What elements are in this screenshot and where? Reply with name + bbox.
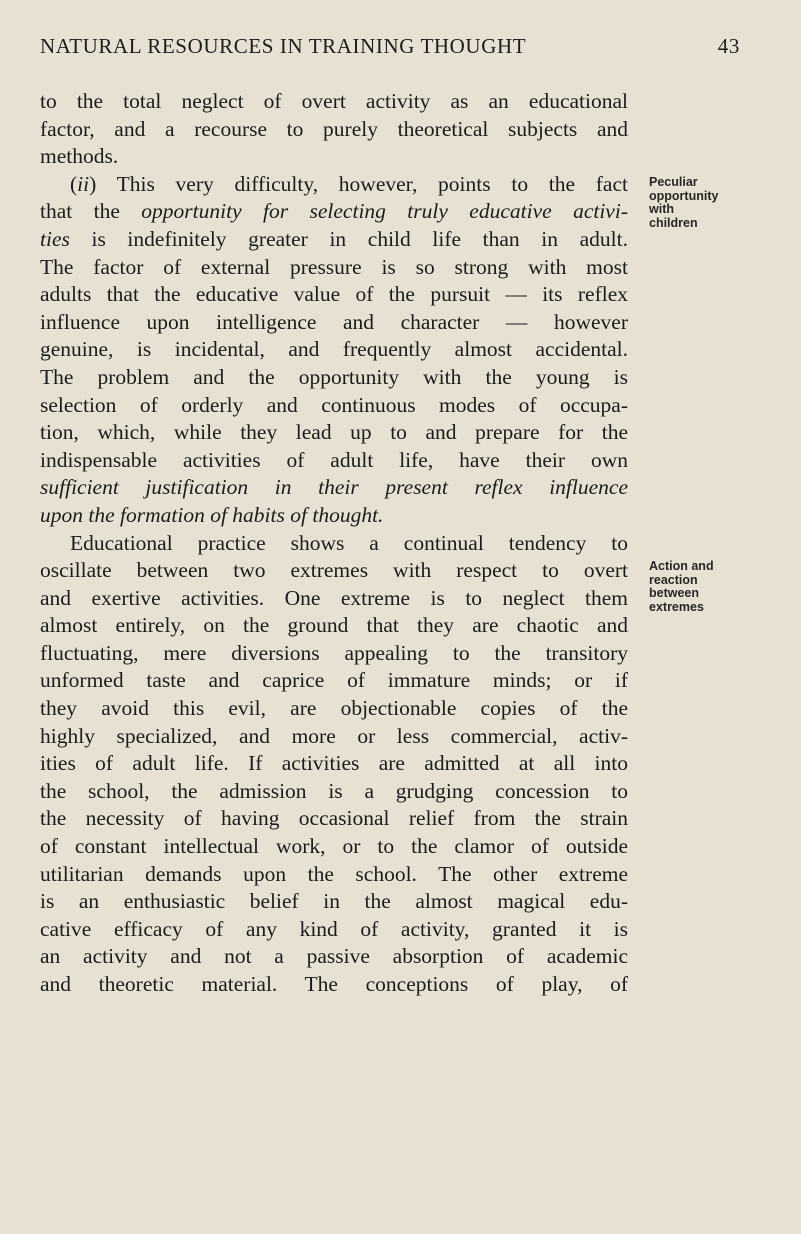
- text-line: [40, 888, 628, 916]
- margin-note-line: reaction: [649, 572, 698, 587]
- margin-note-line: children: [649, 215, 698, 230]
- text-line: [40, 281, 628, 309]
- text-span: of constant intellectual work, or to the clamor of outside: [40, 834, 628, 859]
- text-span: oscillate between two extremes with respect to overt: [40, 558, 628, 583]
- text-line: [40, 116, 628, 144]
- margin-note-line: between: [649, 586, 700, 600]
- italic-text: ii: [77, 171, 90, 196]
- margin-note-line: with: [649, 202, 674, 216]
- text-line: [40, 419, 628, 447]
- text-line: [40, 861, 628, 889]
- margin-note-action-reaction: [649, 560, 799, 614]
- text-span: tion, which, while they lead up to and prepare for the: [40, 420, 628, 445]
- text-line: [40, 171, 628, 199]
- running-title: NATURAL RESOURCES IN TRAINING THOUGHT: [40, 34, 527, 58]
- text-line: [40, 971, 628, 999]
- text-line: [40, 474, 628, 502]
- text-line: [40, 916, 628, 944]
- italic-text: opportunity for selecting truly educative activi-: [141, 199, 628, 224]
- text-span: ities of adult life. If activities are admitted at all into: [40, 751, 628, 776]
- text-line: [40, 88, 628, 116]
- text-span: The problem and the opportunity with the young is: [40, 364, 628, 389]
- text-span: the school, the admission is a grudging concession to: [40, 778, 628, 803]
- text-line: [40, 557, 628, 585]
- margin-note-line: opportunity: [649, 188, 719, 203]
- text-line: [40, 336, 628, 364]
- text-span: indispensable activities of adult life, have their own: [40, 447, 628, 472]
- text-line: [40, 309, 628, 337]
- text-line: [40, 198, 628, 226]
- text-line: [40, 502, 628, 530]
- margin-note-line: Peculiar: [649, 175, 698, 189]
- italic-text: upon the formation of habits of thought.: [40, 502, 384, 527]
- text-span: The factor of external pressure is so strong with most: [40, 254, 628, 279]
- text-line: [40, 143, 628, 171]
- text-span: highly specialized, and more or less commercial, activ-: [40, 723, 628, 748]
- text-span: the necessity of having occasional relief from the strain: [40, 806, 628, 831]
- text-span: genuine, is incidental, and frequently almost accidental.: [40, 337, 628, 362]
- text-line: [40, 447, 628, 475]
- text-span: ) This very difficulty, however, points to the fact: [89, 171, 628, 196]
- text-line: [40, 805, 628, 833]
- text-line: [40, 778, 628, 806]
- text-span: (: [70, 171, 78, 196]
- text-line: [40, 530, 628, 558]
- margin-note-line: Action and: [649, 559, 714, 573]
- text-span: is indefinitely greater in child life than in adult.: [69, 226, 628, 251]
- text-span: almost entirely, on the ground that they are chaotic and: [40, 613, 628, 638]
- text-line: [40, 364, 628, 392]
- margin-note-peculiar-opportunity: [649, 176, 799, 230]
- text-line: [40, 640, 628, 668]
- margin-note-line: extremes: [649, 599, 704, 614]
- text-span: that the: [40, 199, 142, 224]
- text-span: selection of orderly and continuous modes of occupa-: [40, 392, 628, 417]
- text-line: [40, 750, 628, 778]
- page-number: 43: [717, 34, 740, 58]
- text-span: they avoid this evil, are objectionable copies of the: [40, 696, 628, 721]
- text-line: [40, 723, 628, 751]
- italic-text: sufficient justification in their present reflex influence: [40, 475, 628, 500]
- text-line: [40, 833, 628, 861]
- text-line: [40, 254, 628, 282]
- italic-text: ties: [40, 226, 70, 251]
- text-line: [40, 612, 628, 640]
- text-line: [40, 392, 628, 420]
- text-span: unformed taste and caprice of immature minds; or if: [40, 668, 628, 693]
- text-span: influence upon intelligence and character — however: [40, 309, 628, 334]
- running-header: [40, 34, 740, 59]
- text-span: adults that the educative value of the pursuit — its reflex: [40, 282, 628, 307]
- text-line: [40, 585, 628, 613]
- text-span: fluctuating, mere diversions appealing to the transitory: [40, 640, 628, 665]
- text-span: methods.: [40, 144, 119, 169]
- text-line: [40, 667, 628, 695]
- text-line: [40, 695, 628, 723]
- text-span: and theoretic material. The conceptions of play, of: [40, 972, 628, 996]
- text-span: Educational practice shows a continual tendency to: [70, 530, 628, 555]
- text-span: an activity and not a passive absorption of academic: [40, 944, 628, 969]
- text-span: to the total neglect of overt activity as an educational: [40, 89, 628, 113]
- text-span: utilitarian demands upon the school. The other extreme: [40, 861, 628, 886]
- text-span: is an enthusiastic belief in the almost magical edu-: [40, 889, 628, 914]
- text-span: and exertive activities. One extreme is to neglect them: [40, 585, 628, 610]
- text-span: cative efficacy of any kind of activity, granted it is: [40, 916, 628, 941]
- text-line: [40, 226, 628, 254]
- text-line: [40, 943, 628, 971]
- body-text: [40, 88, 628, 999]
- text-span: factor, and a recourse to purely theoretical subjects and: [40, 116, 628, 141]
